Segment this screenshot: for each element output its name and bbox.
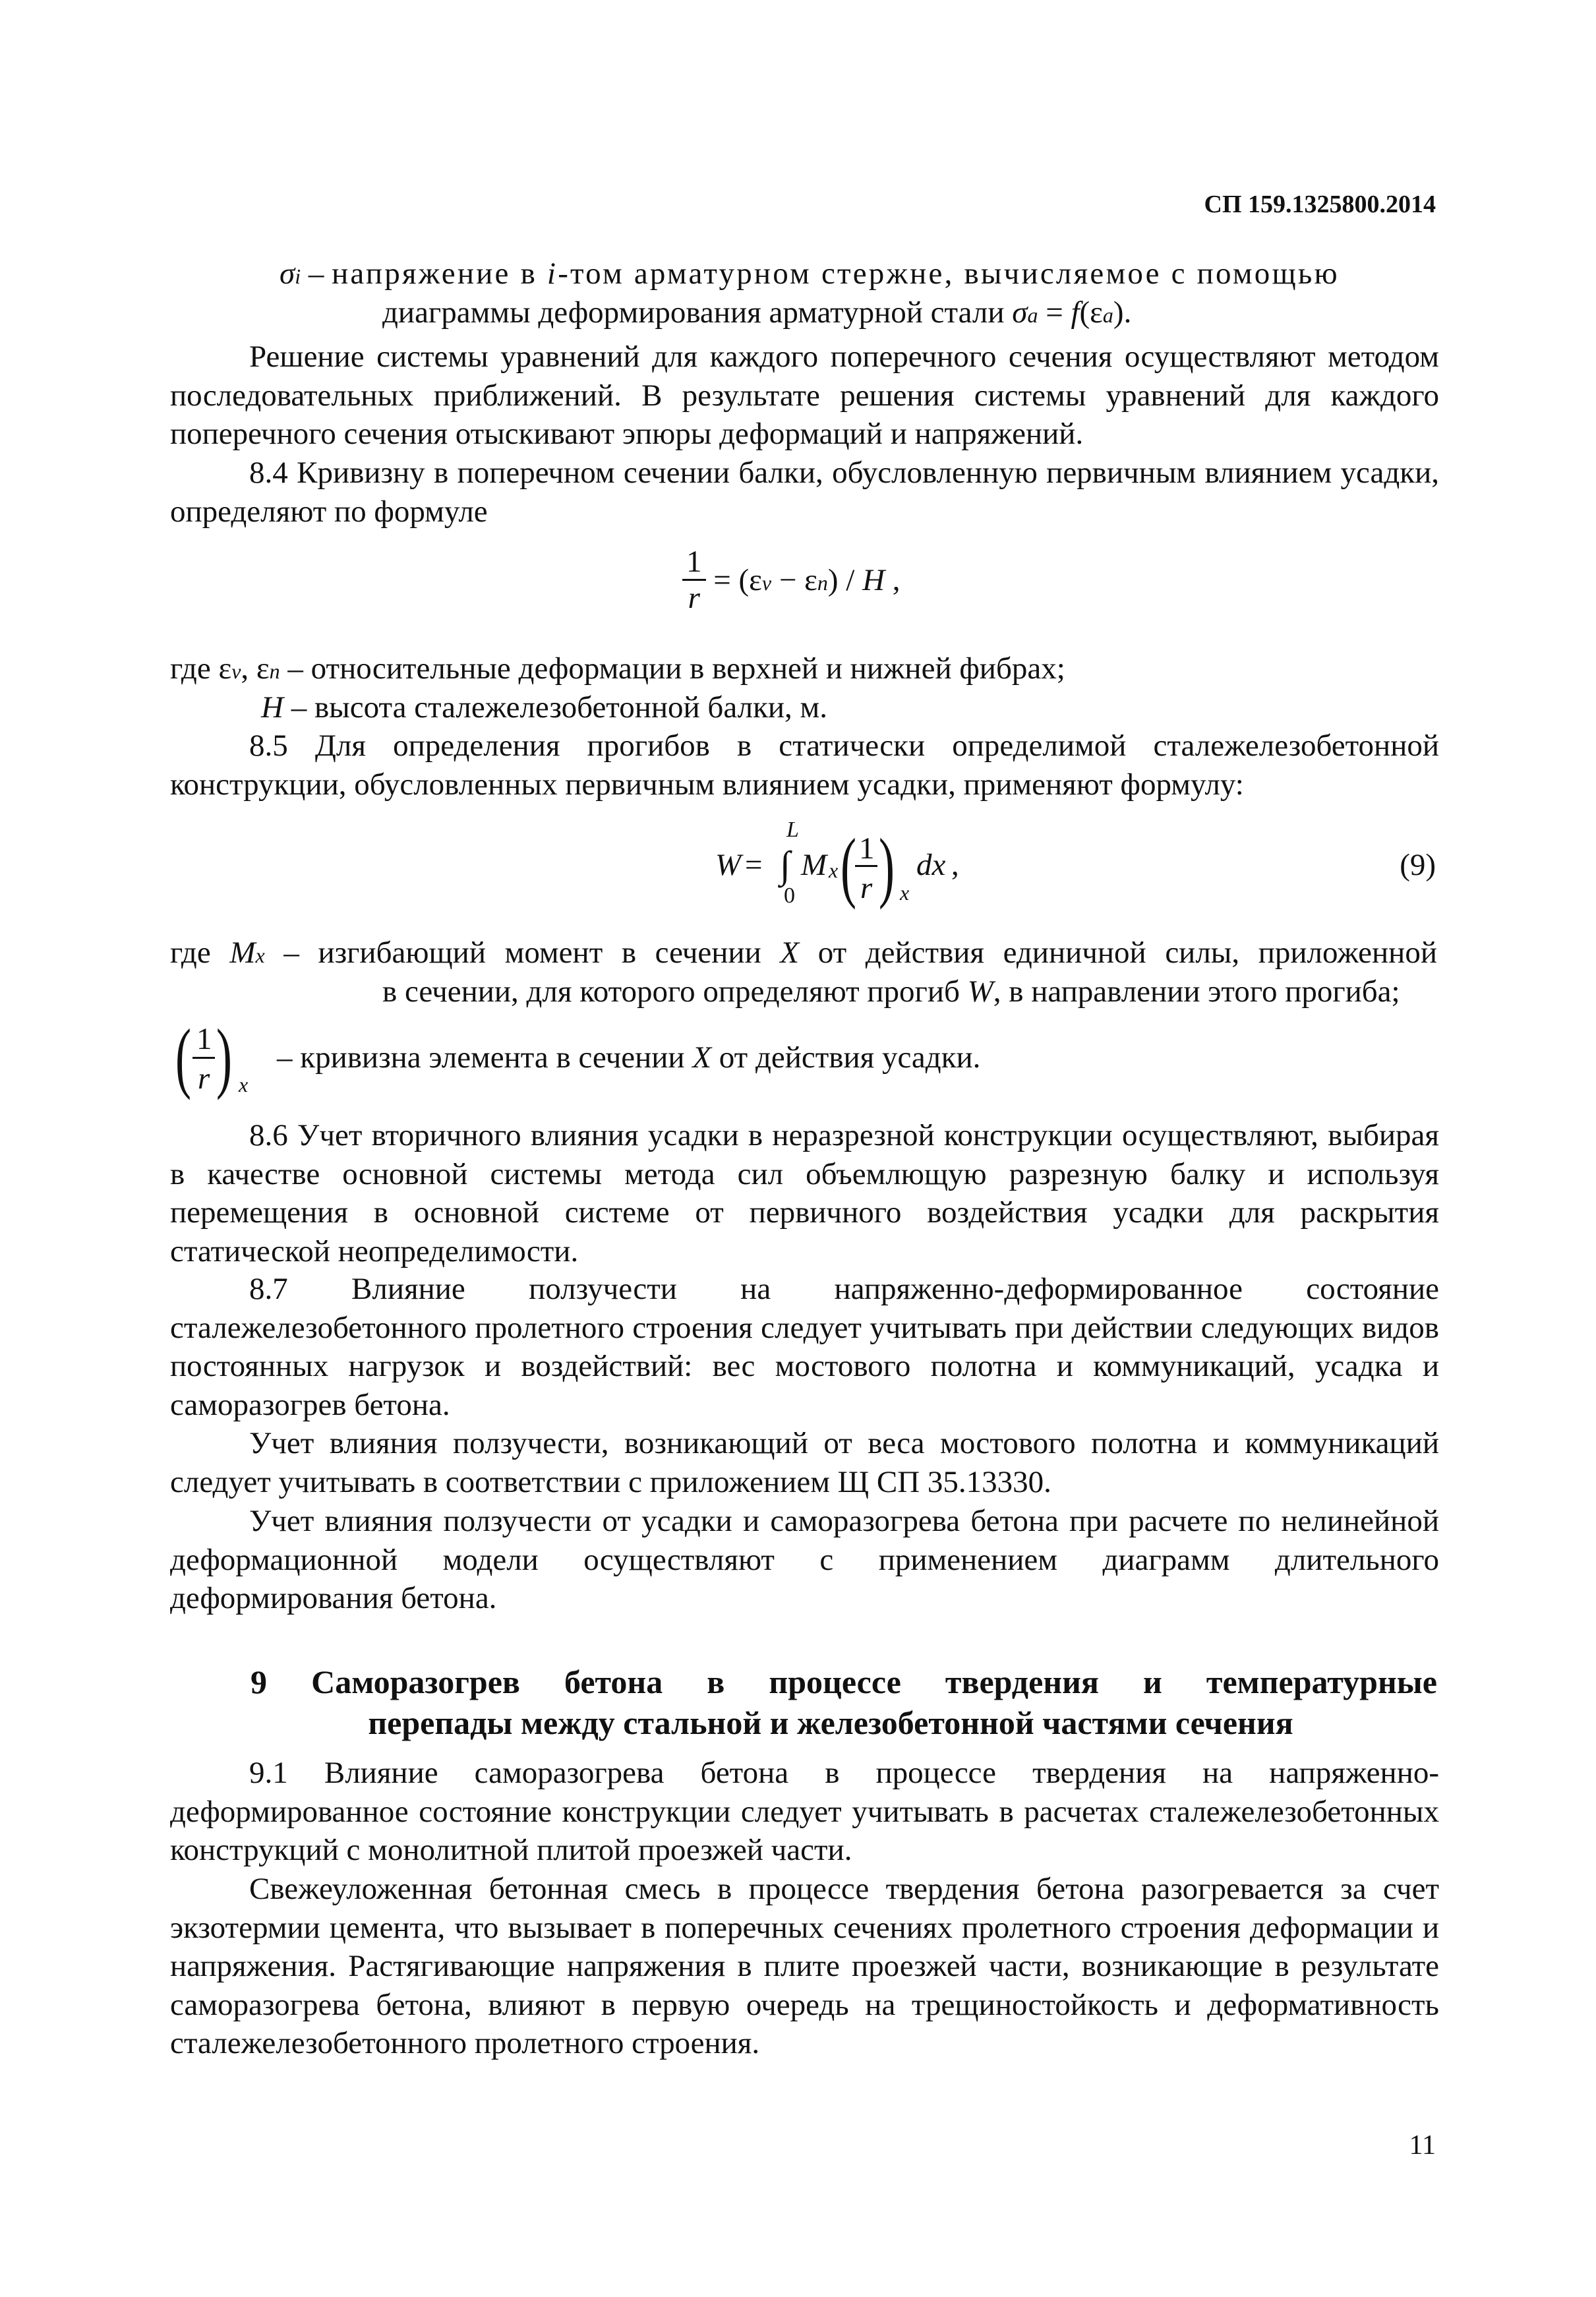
where-eps-comma: , ε [241,651,270,686]
curvature-description [277,1038,980,1077]
curv-bar [192,1057,215,1059]
fa-sigma-sub: a [1027,303,1038,327]
where-M-line2-a: в сечении, для которого определяют прогиб [382,974,968,1009]
where-M-symbol: M [229,936,256,970]
curvature-comma: , [885,562,901,597]
deflection-comma: , [951,848,959,882]
sigma-definition-line1 [280,254,1340,295]
sigma-text-b: -том арматурном стержне, вычисляемое с помощью [558,256,1340,291]
curvature-eq: = (ε [705,562,762,597]
where-M-line2 [382,972,1400,1011]
where-M-W: W [967,974,993,1009]
sigma-subscript: i [295,264,301,288]
sigma-symbol: σ [280,256,295,291]
document-code: СП 159.1325800.2014 [1204,191,1436,218]
equation-number: (9) [1400,848,1436,882]
where-H-symbol: H [261,690,283,725]
sigma-dash: – [301,256,332,291]
curv-paren-left: ( [175,1013,191,1100]
paragraph-creep-1: Учет влияния ползучести, возникающий от веса мостового полотна и коммуникаций следует учитывать в соответствии с приложением Щ СП 35.13330. [170,1426,1439,1499]
deflection-frac-den: r [860,871,873,905]
curv-text-a: – кривизна элемента в сечении [277,1040,693,1075]
where-M-text-a: – изгибающий момент в сечении [264,936,781,970]
section-9-heading-line2: перепады между стальной и железобетонной частями сечения [368,1704,1293,1741]
section-9-heading [251,1661,1437,1743]
curvature-n: n [817,570,828,595]
where-M-X: X [780,936,800,970]
deflection-eq: = [745,848,763,882]
sigma-definition-line2 [382,293,1131,334]
section-9-heading-line1: 9 Саморазогрев бетона в процессе твердения и температурные [251,1663,1437,1700]
deflection-paren-sub: x [900,881,910,905]
fa-close: ). [1113,295,1132,330]
where-H-line [261,688,827,727]
curvature-v: v [761,570,772,595]
page-number: 11 [1409,2130,1436,2161]
paragraph-8-4: 8.4 Кривизну в поперечном сечении балки, обусловленную первичным влиянием усадки, определяют по формуле [170,456,1439,529]
curvature-fraction [682,545,706,615]
curvature-close: ) / [827,562,863,597]
where-eps-n: n [269,659,280,683]
deflection-M-sub: x [829,858,839,882]
curvature-num: 1 [682,545,706,581]
curv-num: 1 [196,1022,212,1056]
curvature-H: H [862,562,885,597]
curv-paren-right: ) [216,1013,232,1100]
fa-f: f [1071,295,1080,330]
fa-sigma: σ [1012,295,1028,330]
fa-eq: = [1038,295,1071,330]
where-M-text-b: от действия единичной силы, приложенной [799,936,1437,970]
where-H-text: – высота сталежелезобетонной балки, м. [283,690,828,725]
sigma-i: i [547,256,558,291]
deflection-dx: dx [916,848,946,882]
fa-eps-sub: a [1102,303,1113,327]
deflection-frac-num: 1 [859,831,875,866]
where-eps-lead: где ε [170,651,232,686]
sigma-line2-text: диаграммы деформирования арматурной стали [382,295,1013,330]
where-eps-text: – относительные деформации в верхней и нижней фибрах; [280,651,1065,686]
curvature-den: r [688,581,700,615]
where-eps-line [170,649,1065,690]
where-M-lead: где [170,936,230,970]
integral-sign: ∫ [780,843,790,886]
curvature-minus: − ε [771,562,817,597]
paragraph-8-7: 8.7 Влияние ползучести на напряженно-деформированное состояние сталежелезобетонного пролетного строения следует учитывать при действии следующих видов постоянных нагрузок и воздействий: вес мостового полотна и коммуникаций, усадка и саморазогрев бетона. [170,1272,1439,1422]
where-M-sub: x [255,943,265,967]
curv-den: r [198,1061,210,1096]
deflection-W: W [715,848,742,882]
where-eps-v: v [231,659,241,683]
where-M-line [170,934,1437,974]
where-M-line2-b: , в направлении этого прогиба; [993,974,1400,1009]
fa-open: (ε [1079,295,1103,330]
curv-text-b: от действия усадки. [711,1040,981,1075]
deflection-frac-bar [855,865,877,867]
deflection-M: M [801,848,827,882]
deflection-lower-limit: 0 [784,883,795,908]
paragraph-fresh-concrete: Свежеуложенная бетонная смесь в процессе твердения бетона разогревается за счет экзотермии цемента, что вызывает в поперечных сечениях пролетного строения деформации и напряжения. Растягивающие напряжения в плите проезжей части, возникающие в результате саморазогрева бетона, влияют в первую очередь на трещиностойкость и деформативность сталежелезобетонного пролетного строения. [170,1872,1439,2060]
curv-X: X [692,1040,712,1075]
paragraph-9-1: 9.1 Влияние саморазогрева бетона в процессе твердения на напряженно-деформированное состояние конструкции следует учитывать в расчетах сталежелезобетонных конструкций с монолитной плитой проезжей части. [170,1756,1439,1867]
paragraph-8-6: 8.6 Учет вторичного влияния усадки в неразрезной конструкции осуществляют, выбирая в качестве основной системы метода сил объемлющую разрезную балку и используя перемещения в основной системе от первичного воздействия усадки для раскрытия статической неопределимости. [170,1118,1439,1268]
deflection-upper-limit: L [786,818,799,842]
curv-sub: x [239,1073,249,1096]
deflection-paren-left: ( [840,822,856,910]
formula-curvature [682,545,901,615]
sigma-text-a: напряжение в [332,256,547,291]
paragraph-8-5: 8.5 Для определения прогибов в статически определимой сталежелезобетонной конструкции, обусловленных первичным влиянием усадки, применяют формулу: [170,729,1439,802]
formula-deflection [715,818,979,910]
deflection-paren-right: ) [878,822,895,910]
paragraph-solution: Решение системы уравнений для каждого поперечного сечения осуществляют методом последовательных приближений. В результате решения системы уравнений для каждого поперечного сечения отыскивают эпюры деформаций и напряжений. [170,340,1439,451]
paragraph-creep-2: Учет влияния ползучести от усадки и саморазогрева бетона при расчете по нелинейной деформационной модели осуществляют с применением диаграмм длительного деформирования бетона. [170,1504,1439,1615]
